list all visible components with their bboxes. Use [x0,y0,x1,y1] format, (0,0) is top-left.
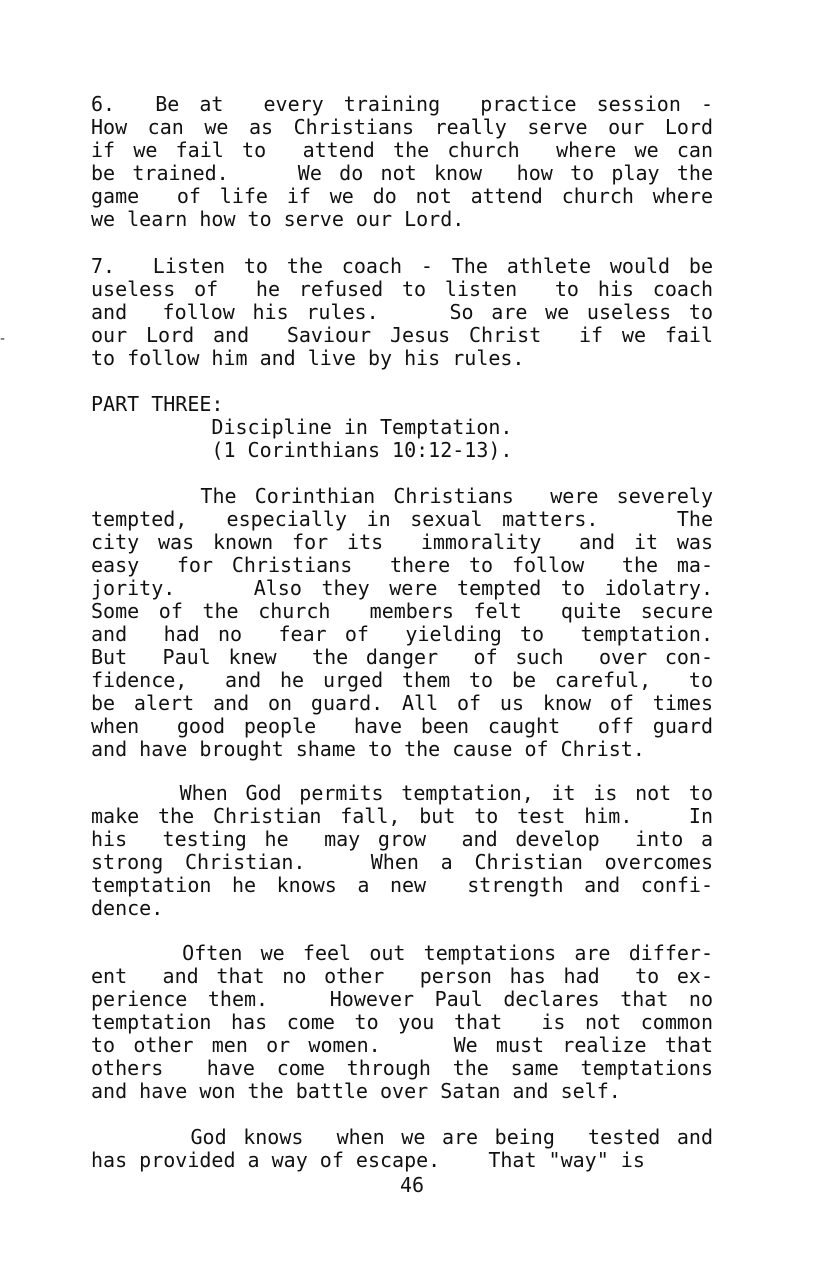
text-line: When God permits temptation, it is not to [91,781,713,805]
text-line: our Lord and Saviour Jesus Christ if we fail [91,323,713,347]
text-line: city was known for its immorality and it was [91,530,713,554]
text-line: to follow him and live by his rules. [91,346,525,370]
text-line: to other men or women. We must realize that [91,1033,713,1057]
text-line: if we fail to attend the church where we can [91,138,713,162]
text-line: his testing he may grow and develop into a [91,827,713,851]
text-line: tempted, especially in sexual matters. The [91,507,713,531]
text-line: The Corinthian Christians were severely [91,484,713,508]
text-line: Often we feel out temptations are differ- [91,941,713,965]
margin-mark: - [0,331,6,347]
text-line: ent and that no other person has had to ex- [91,964,713,988]
text-line: make the Christian fall, but to test him. In [91,804,713,828]
text-line: and have won the battle over Satan and self. [91,1079,621,1103]
text-line: (1 Corinthians 10:12-13). [91,438,513,462]
text-line: How can we as Christians really serve our Lord [91,115,713,139]
page-number: 46 [399,1173,425,1197]
text-line: others have come through the same temptations [91,1056,713,1080]
text-line: strong Christian. When a Christian overcomes [91,850,713,874]
text-line: jority. Also they were tempted to idolatry. [91,576,713,600]
text-line: has provided a way of escape. That "way" is [91,1148,645,1172]
text-line: 7. Listen to the coach - The athlete would be [91,254,713,278]
text-line: Some of the church members felt quite secure [91,599,713,623]
text-line: game of life if we do not attend church where [91,184,713,208]
text-line: and have brought shame to the cause of Christ. [91,737,645,761]
text-line: and follow his rules. So are we useless to [91,300,713,324]
text-line: perience them. However Paul declares that no [91,987,713,1011]
text-line: useless of he refused to listen to his coach [91,277,713,301]
text-line: fidence, and he urged them to be careful, to [91,668,713,692]
text-line: Discipline in Temptation. [91,415,513,439]
text-line: be trained. We do not know how to play the [91,161,713,185]
text-line: temptation he knows a new strength and confi- [91,873,713,897]
text-line: be alert and on guard. All of us know of times [91,691,713,715]
text-line: we learn how to serve our Lord. [91,207,465,231]
text-line: PART THREE: [91,392,224,416]
text-line: and had no fear of yielding to temptation. [91,622,713,646]
text-line: when good people have been caught off guard [91,714,713,738]
text-line: God knows when we are being tested and [91,1125,713,1149]
text-line: But Paul knew the danger of such over con- [91,645,713,669]
text-line: 6. Be at every training practice session - [91,92,713,116]
text-line: easy for Christians there to follow the ma- [91,553,713,577]
text-line: temptation has come to you that is not common [91,1010,713,1034]
text-line: dence. [91,896,164,920]
